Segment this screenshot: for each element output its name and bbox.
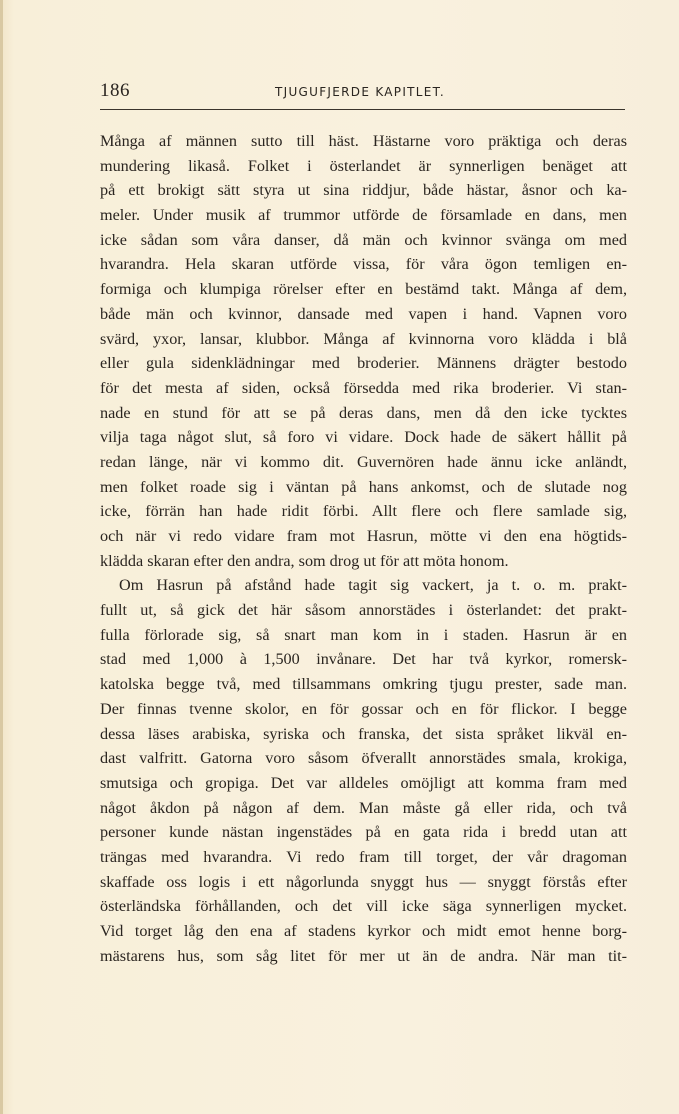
text-line: stad med 1,000 à 1,500 invånare. Det har två kyrkor, romersk- — [100, 650, 627, 669]
text-line: dessa läses arabiska, syriska och franska, det sista språket likväl en- — [100, 724, 627, 743]
text-line: Der finnas tvenne skolor, en för gossar och en för flickor. I begge — [100, 699, 627, 718]
text-line: eller gula sidenklädningar med broderier. Männens drägter bestodo — [100, 354, 627, 373]
text-line: och när vi redo vidare fram mot Hasrun, mötte vi den ena högtids- — [100, 527, 627, 545]
text-line: Vid torget låg den ena af stadens kyrkor och midt emot henne borg- — [100, 922, 627, 940]
text-line: redan länge, när vi kommo dit. Guvernören hade ännu icke anländt, — [100, 452, 627, 471]
paragraph-start-line: Om Hasrun på afstånd hade tagit sig vackert, ja t. o. m. prakt- — [119, 576, 627, 595]
text-line: för det mesta af siden, också försedda med rika broderier. Vi stan- — [100, 378, 627, 397]
text-line: österländska förhållanden, och det vill icke säga synnerligen mycket. — [100, 897, 627, 916]
text-line: skaffade oss logis i ett någorlunda snyggt hus — snyggt förstås efter — [100, 872, 627, 891]
text-line: katolska begge två, med tillsammans omkring tjugu prester, sade man. — [100, 675, 627, 694]
text-line: Många af männen sutto till häst. Hästarne voro präktiga och deras — [100, 132, 627, 150]
text-line: svärd, yxor, lansar, klubbor. Många af kvinnorna voro klädda i blå — [100, 329, 627, 348]
text-line: icke sådan som våra danser, då män och kvinnor svänga om med — [100, 230, 627, 249]
header-rule — [100, 109, 625, 110]
page-edge — [0, 0, 3, 1114]
text-line: icke, förrän han hade ridit förbi. Allt flere och flere samlade sig, — [100, 502, 627, 521]
body-text — [100, 129, 627, 968]
text-line: på ett brokigt sätt styra ut sina riddjur, både hästar, åsnor och ka- — [100, 181, 627, 200]
text-line: personer kunde nästan ingenstädes på en gata rida i bredd utan att — [100, 823, 627, 842]
text-line: både män och kvinnor, dansade med vapen i hand. Vapnen voro — [100, 304, 627, 323]
text-line: mästarens hus, som såg litet för mer ut än de andra. När man tit- — [100, 946, 627, 965]
text-line: hvarandra. Hela skaran utförde vissa, för våra ögon temligen en- — [100, 255, 627, 274]
text-line: trängas med hvarandra. Vi redo fram till torget, der vår dragoman — [100, 847, 627, 866]
text-line: smutsiga och gropiga. Det var alldeles omöjligt att komma fram med — [100, 773, 627, 792]
text-line: fullt ut, så gick det här såsom annorstädes i österlandet: det prakt- — [100, 601, 627, 620]
text-line: men folket roade sig i väntan på hans ankomst, och de slutade nog — [100, 477, 627, 496]
text-line: något åkdon på någon af dem. Man måste gå eller rida, och två — [100, 798, 627, 817]
running-head: TJUGUFJERDE KAPITLET. — [275, 85, 445, 99]
page-number: 186 — [100, 80, 130, 101]
text-line: fulla förlorade sig, så snart man kom in i staden. Hasrun är en — [100, 625, 627, 644]
text-line: dast valfritt. Gatorna voro såsom öfverallt annorstädes smala, krokiga, — [100, 749, 627, 768]
text-line: formiga och klumpiga rörelser efter en bestämd takt. Många af dem, — [100, 280, 627, 299]
text-line: meler. Under musik af trummor utförde de församlade en dans, men — [100, 206, 627, 225]
text-line: klädda skaran efter den andra, som drog ut för att möta honom. — [100, 551, 509, 570]
page-header — [100, 80, 625, 108]
text-line: vilja taga något slut, så foro vi vidare. Dock hade de säkert hållit på — [100, 428, 627, 447]
text-line: mundering likaså. Folket i österlandet är synnerligen benäget att — [100, 156, 627, 175]
text-line: nade en stund för att se på deras dans, men då den icke tycktes — [100, 403, 627, 422]
